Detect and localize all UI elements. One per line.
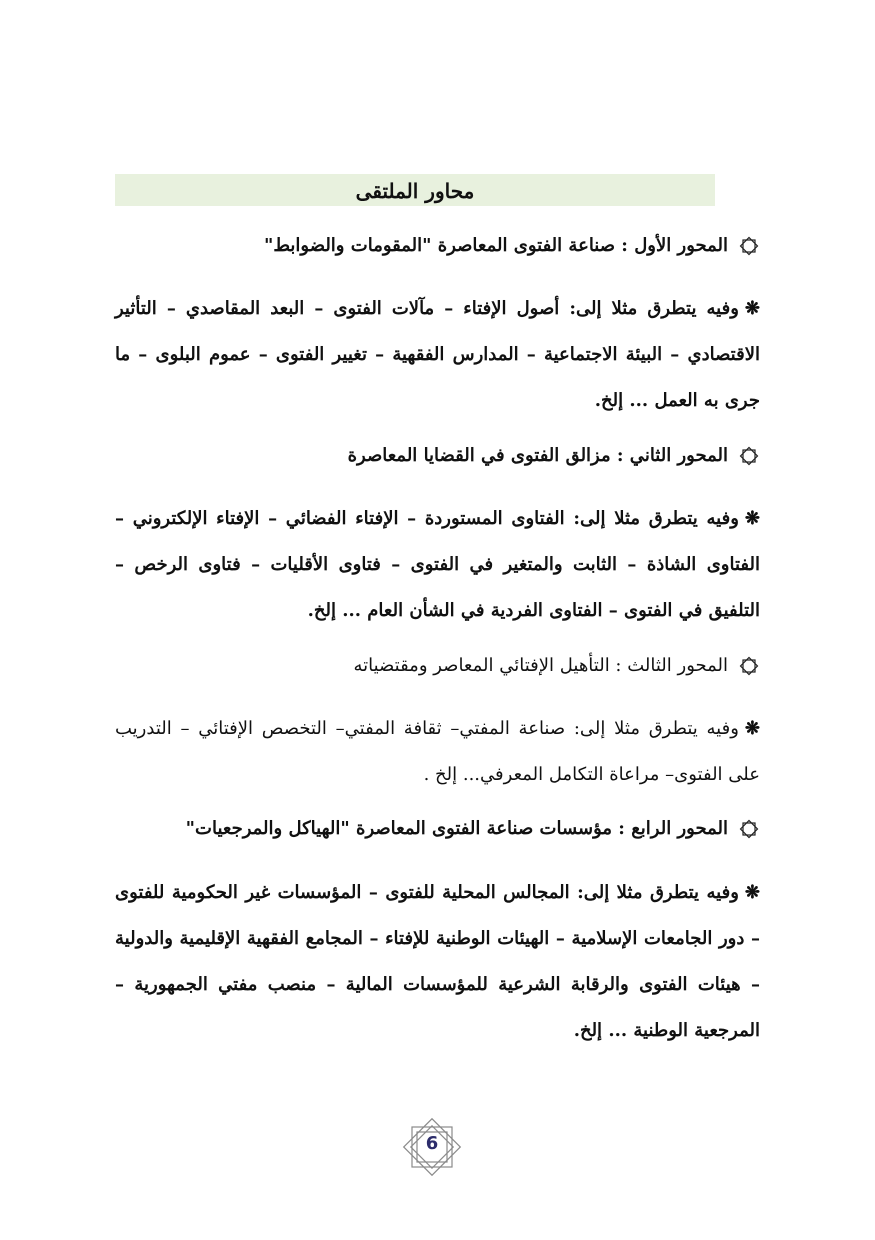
bullet-star-icon: ❋	[744, 298, 760, 319]
axis-title-2	[115, 442, 760, 470]
ornament-icon	[738, 655, 760, 677]
axis-body-text: وفيه يتطرق مثلا إلى: المجالس المحلية للفتوى – المؤسسات غير الحكومية للفتوى – دور الجامعات الإسلامية – الهيئات الوطنية للإفتاء – المجامع الفقهية الإقليمية والدولية – هيئات الفتوى والرقابة الشرعية للمؤسسات المالية – منصب مفتي الجمهورية – المرجعية الوطنية ... إلخ.	[115, 882, 760, 1041]
heading-bar	[115, 174, 715, 206]
ornament-icon	[738, 445, 760, 467]
page-number: 6	[425, 1133, 439, 1154]
ornament-icon	[738, 235, 760, 257]
bullet-star-icon: ❋	[744, 882, 760, 903]
axis-body-text: وفيه يتطرق مثلا إلى: أصول الإفتاء – مآلات الفتوى – البعد المقاصدي – التأثير الاقتصادي – البيئة الاجتماعية – المدارس الفقهية – تغيير الفتوى – عموم البلوى – ما جرى به العمل ... إلخ.	[115, 298, 760, 411]
page-number-ornament	[400, 1115, 464, 1179]
page-heading: محاور الملتقى	[355, 179, 475, 203]
axis-title-4	[115, 815, 760, 843]
axis-body-text: وفيه يتطرق مثلا إلى: الفتاوى المستوردة – الإفتاء الفضائي – الإفتاء الإلكتروني – الفتاوى الشاذة – الثابت والمتغير في الفتوى – فتاوى الأقليات – فتاوى الرخص – التلفيق في الفتوى – الفتاوى الفردية في الشأن العام ... إلخ.	[115, 508, 760, 621]
bullet-star-icon: ❋	[744, 508, 760, 529]
axis-title-text: المحور الأول : صناعة الفتوى المعاصرة "المقومات والضوابط"	[263, 235, 728, 256]
axis-body-2	[115, 496, 760, 634]
axis-title-text: المحور الثاني : مزالق الفتوى في القضايا المعاصرة	[347, 445, 728, 466]
axis-body-text: وفيه يتطرق مثلا إلى: صناعة المفتي– ثقافة المفتي– التخصص الإفتائي – التدريب على الفتوى– مراعاة التكامل المعرفي... إلخ .	[115, 718, 760, 785]
axis-title-text: المحور الثالث : التأهيل الإفتائي المعاصر ومقتضياته	[353, 655, 728, 676]
bullet-star-icon: ❋	[744, 718, 760, 739]
axis-body-3	[115, 706, 760, 798]
ornament-icon	[738, 818, 760, 840]
axis-title-3	[115, 652, 760, 680]
axis-title-text: المحور الرابع : مؤسسات صناعة الفتوى المعاصرة "الهياكل والمرجعيات"	[185, 818, 728, 839]
axis-title-1	[115, 232, 760, 260]
axis-body-4	[115, 870, 760, 1054]
axis-body-1	[115, 286, 760, 424]
